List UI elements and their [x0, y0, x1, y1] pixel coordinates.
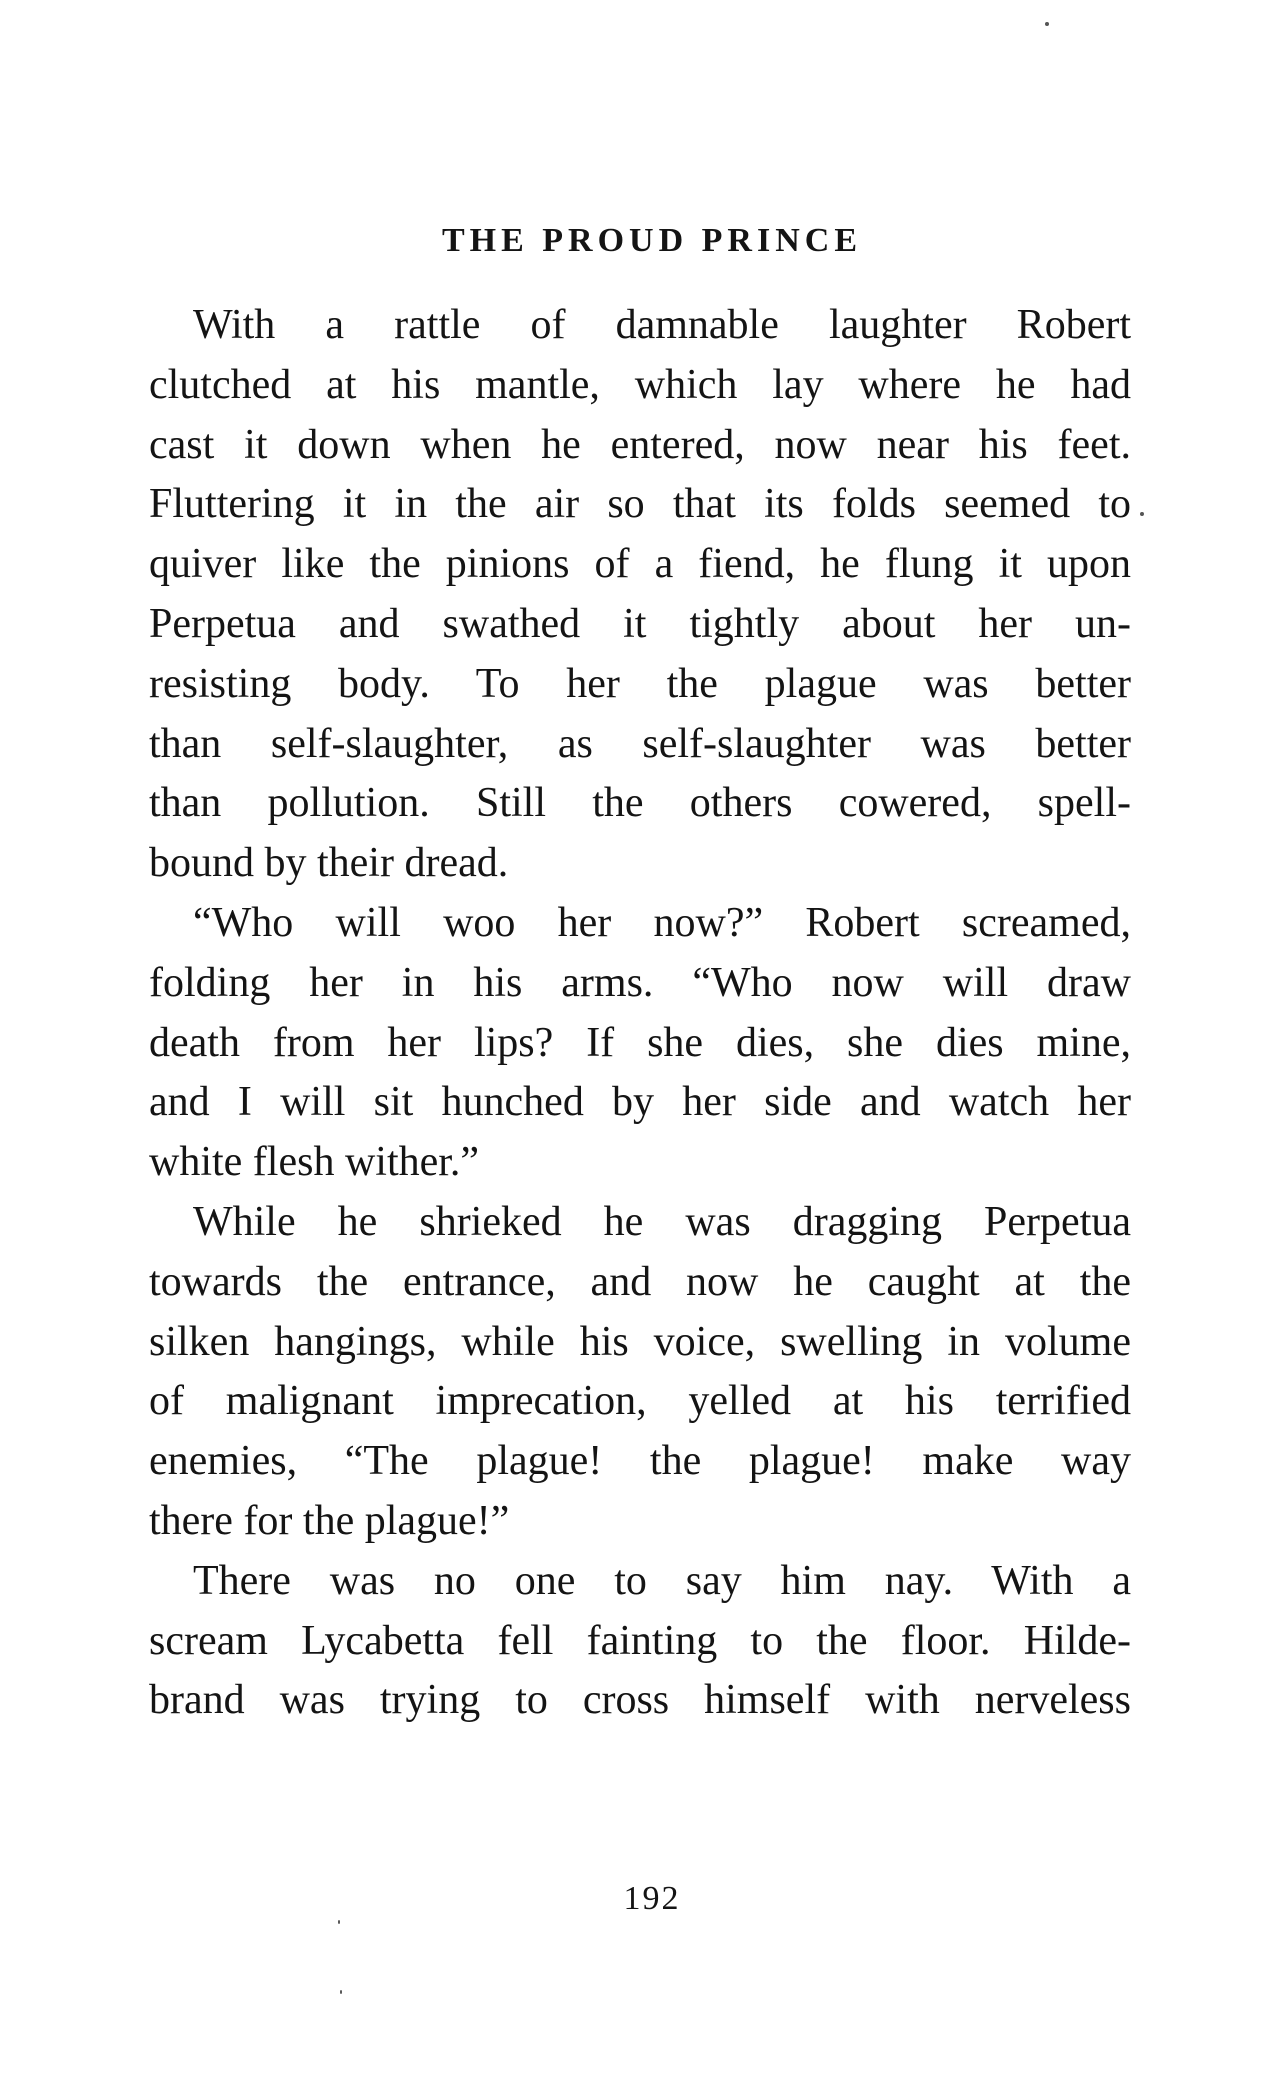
text-line: than pollution. Still the others cowered, spell- [149, 780, 1131, 827]
page-number: 192 [623, 1880, 681, 1917]
body-text [149, 296, 1131, 1731]
scan-speck [340, 1990, 342, 1994]
text-line: “Who will woo her now?” Robert screamed, [193, 899, 1131, 946]
text-line: brand was trying to cross himself with nerveless [149, 1677, 1131, 1724]
paragraph-2 [149, 894, 1131, 1193]
text-line: of malignant imprecation, yelled at his terrified [149, 1378, 1131, 1425]
paragraph-1 [149, 296, 1131, 894]
paragraph-3 [149, 1193, 1131, 1552]
text-line: Perpetua and swathed it tightly about her un- [149, 600, 1131, 647]
text-line: enemies, “The plague! the plague! make way [149, 1438, 1131, 1485]
text-line: towards the entrance, and now he caught at the [149, 1258, 1131, 1305]
text-line: There was no one to say him nay. With a [193, 1557, 1131, 1604]
scan-speck [338, 1920, 340, 1924]
text-line: white flesh wither.” [149, 1139, 480, 1186]
text-line: Fluttering it in the air so that its folds seemed to [149, 481, 1131, 528]
text-line: cast it down when he entered, now near his feet. [149, 421, 1131, 468]
text-line: While he shrieked he was dragging Perpetua [193, 1198, 1131, 1245]
text-line: quiver like the pinions of a fiend, he flung it upon [149, 541, 1131, 588]
text-line: than self-slaughter, as self-slaughter was better [149, 720, 1131, 767]
text-line: scream Lycabetta fell fainting to the floor. Hilde- [149, 1617, 1131, 1664]
text-line: clutched at his mantle, which lay where he had [149, 361, 1131, 408]
paragraph-4 [149, 1552, 1131, 1731]
text-line: death from her lips? If she dies, she dies mine, [149, 1019, 1131, 1066]
text-line: there for the plague!” [149, 1497, 510, 1544]
text-line: bound by their dread. [149, 840, 509, 887]
scan-speck [1045, 22, 1049, 26]
text-line: silken hangings, while his voice, swelling in volume [149, 1318, 1131, 1365]
text-line: and I will sit hunched by her side and watch her [149, 1079, 1131, 1126]
text-line: resisting body. To her the plague was better [149, 660, 1131, 707]
text-line: folding her in his arms. “Who now will draw [149, 959, 1131, 1006]
scan-speck [1140, 512, 1144, 516]
running-head: THE PROUD PRINCE [441, 222, 863, 259]
text-line: With a rattle of damnable laughter Robert [193, 302, 1131, 348]
